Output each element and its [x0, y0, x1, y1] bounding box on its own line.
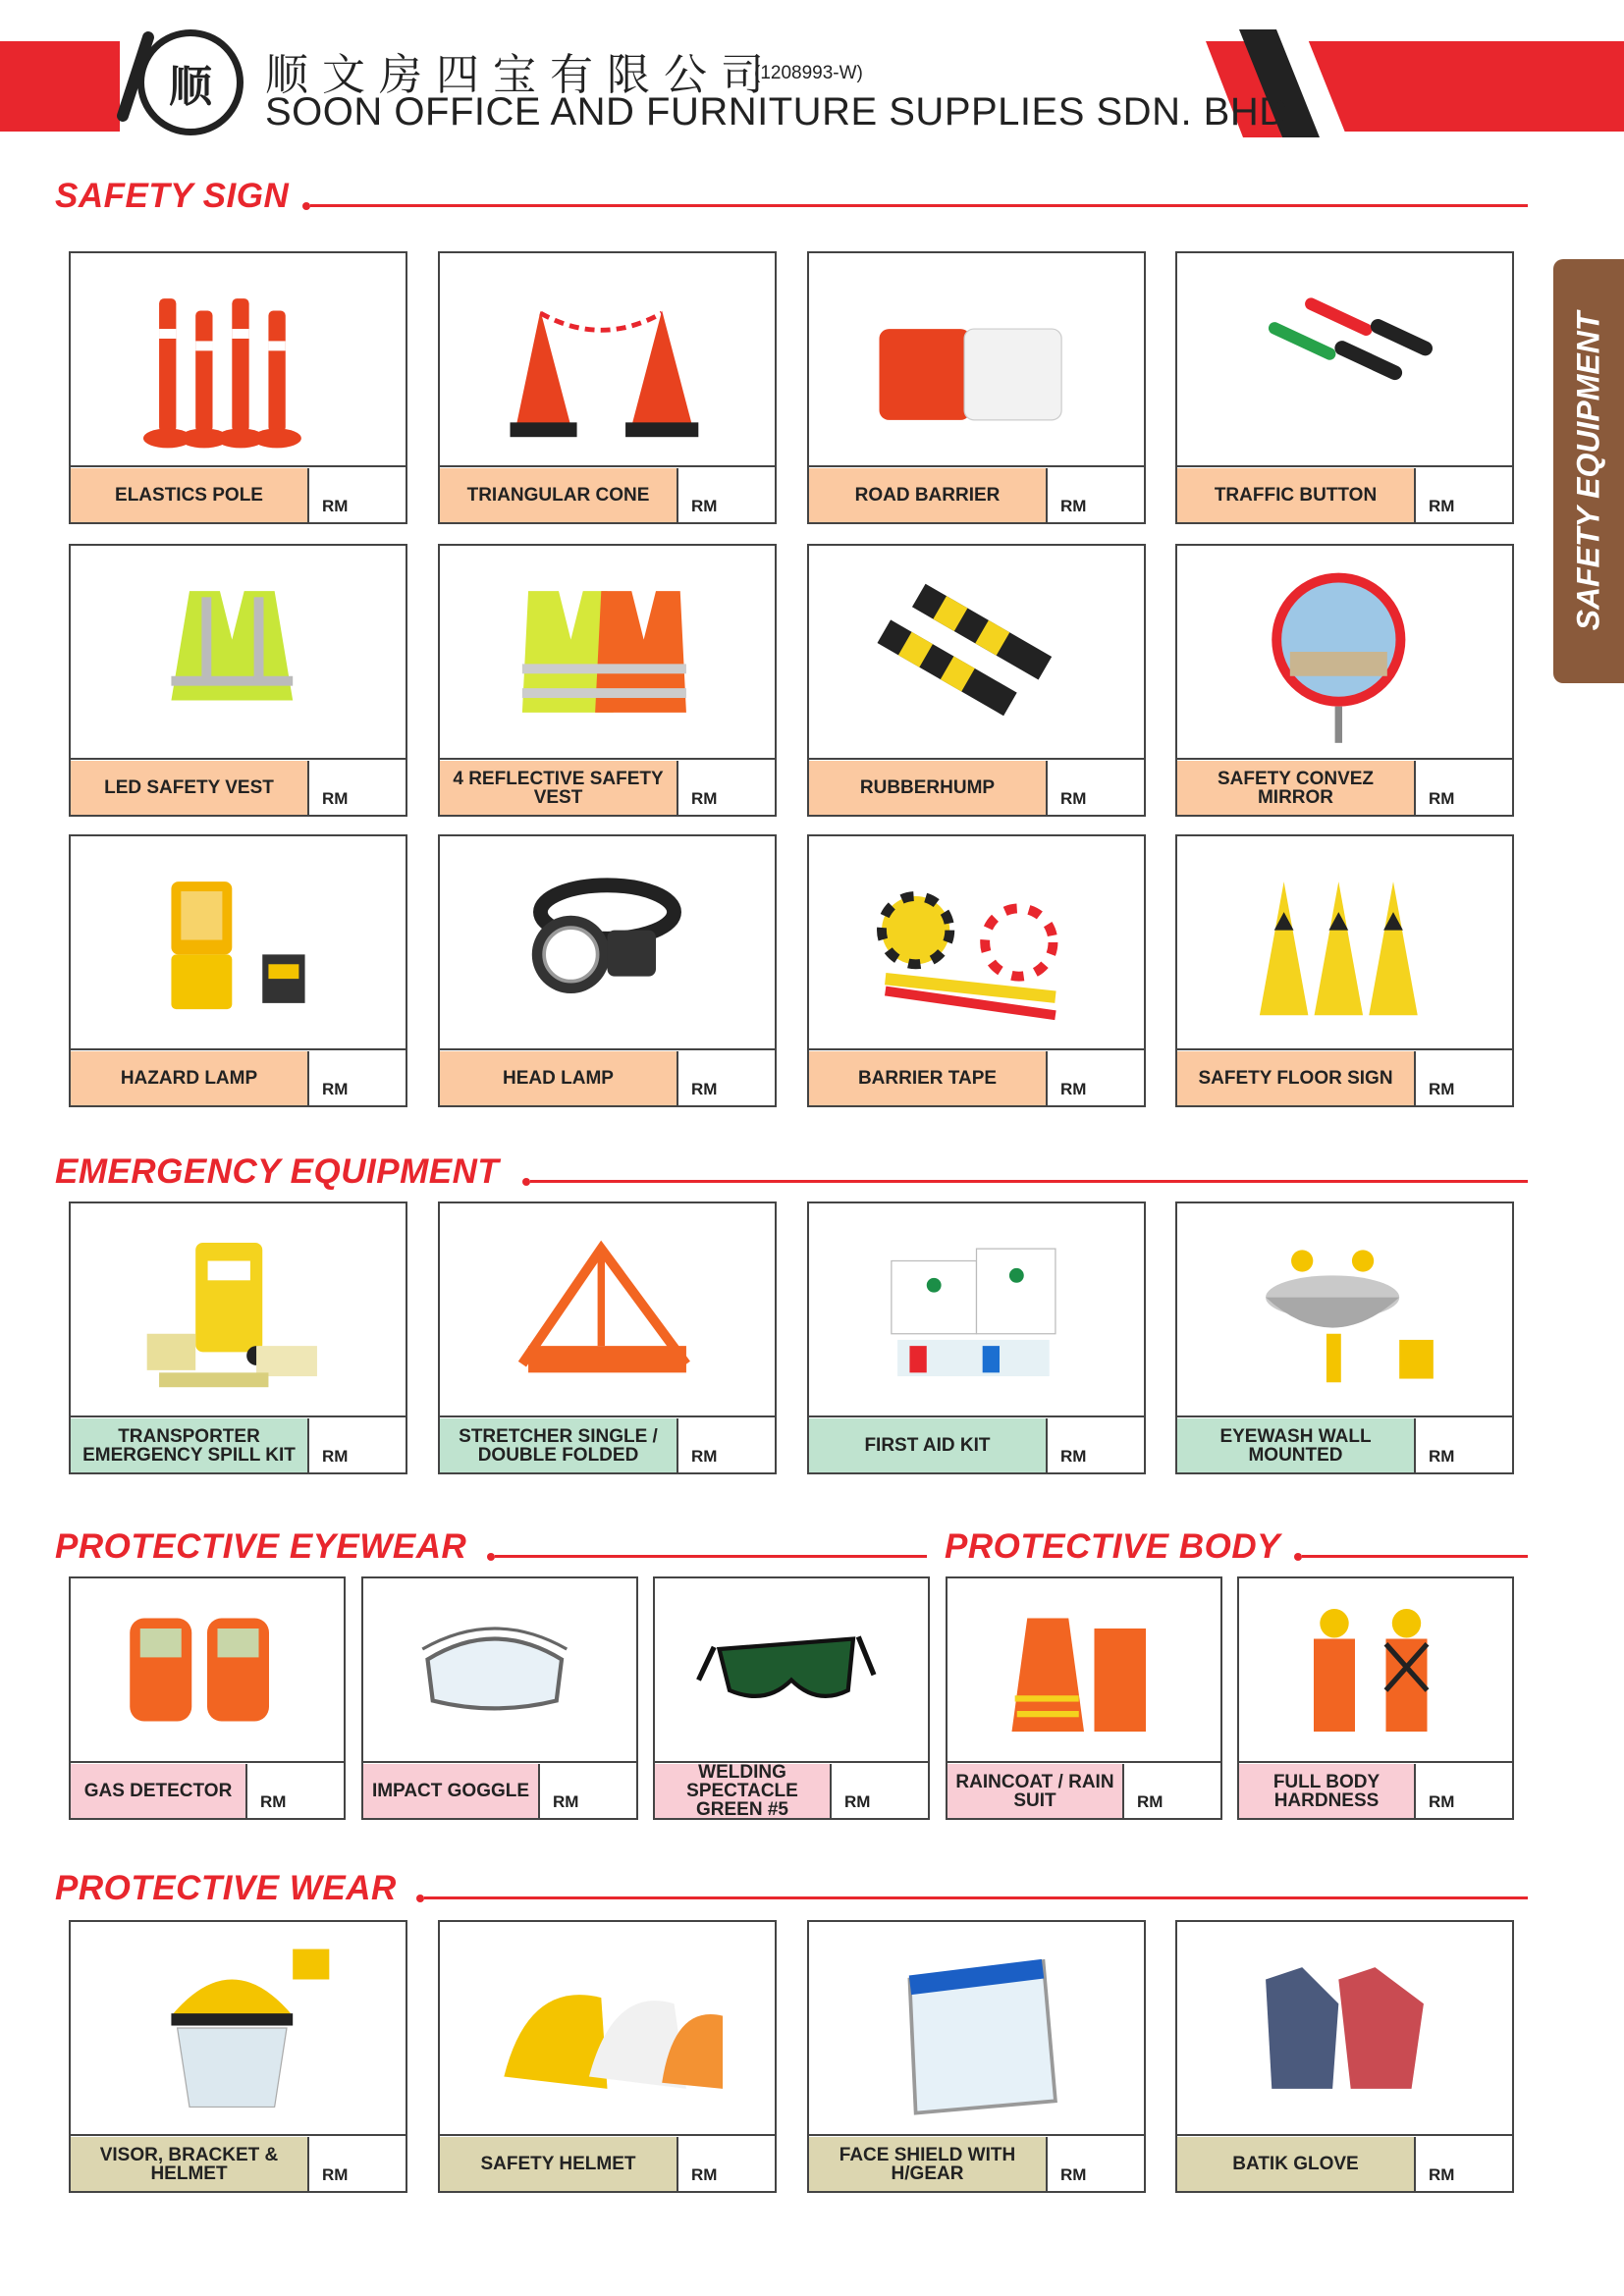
glove-icon: [1177, 1922, 1512, 2136]
spill-kit-icon: [71, 1203, 406, 1417]
price-field: RM: [322, 1080, 349, 1098]
price-field: RM: [1137, 1792, 1164, 1811]
side-tab-label: SAFETY EQUIPMENT: [1570, 311, 1606, 631]
product-card[interactable]: [1175, 834, 1514, 1107]
section-title-emergency-equipment: EMERGENCY EQUIPMENT: [55, 1152, 500, 1191]
product-name: BARRIER TAPE: [809, 1051, 1048, 1105]
product-card[interactable]: [69, 1201, 407, 1474]
section-divider-line: [1302, 1555, 1528, 1558]
led-vest-icon: [71, 546, 406, 760]
price-field: RM: [322, 2165, 349, 2184]
product-card[interactable]: [438, 544, 777, 817]
product-name: STRETCHER SINGLE / DOUBLE FOLDED: [440, 1418, 678, 1472]
gas-detector-icon: [71, 1578, 344, 1763]
product-name: ELASTICS POLE: [71, 468, 309, 522]
section-divider-dot: [1294, 1553, 1302, 1561]
product-name: GAS DETECTOR: [71, 1764, 247, 1818]
product-card[interactable]: [438, 834, 777, 1107]
product-card[interactable]: [807, 1201, 1146, 1474]
company-registration-number: (1208993-W): [754, 63, 863, 83]
product-name: TRIANGULAR CONE: [440, 468, 678, 522]
section-divider-dot: [522, 1178, 530, 1186]
product-card[interactable]: [1175, 251, 1514, 524]
product-card[interactable]: [69, 1576, 346, 1820]
product-name: IMPACT GOGGLE: [363, 1764, 540, 1818]
reflective-vest-icon: [440, 546, 775, 760]
product-name: HAZARD LAMP: [71, 1051, 309, 1105]
product-name: VISOR, BRACKET & HELMET: [71, 2137, 309, 2191]
price-field: RM: [1429, 497, 1455, 515]
product-name: ROAD BARRIER: [809, 468, 1048, 522]
raincoat-icon: [947, 1578, 1220, 1763]
price-field: RM: [1060, 1080, 1087, 1098]
product-card[interactable]: [1175, 1920, 1514, 2193]
first-aid-kit-icon: [809, 1203, 1144, 1417]
section-title-protective-eyewear: PROTECTIVE EYEWEAR: [55, 1527, 467, 1566]
price-field: RM: [260, 1792, 287, 1811]
price-field: RM: [691, 1080, 718, 1098]
section-divider-line: [530, 1180, 1528, 1183]
company-name-english: SOON OFFICE AND FURNITURE SUPPLIES SDN. BHD.: [265, 90, 1300, 133]
goggle-icon: [363, 1578, 636, 1763]
product-name: TRANSPORTER EMERGENCY SPILL KIT: [71, 1418, 309, 1472]
section-divider-dot: [302, 202, 310, 210]
product-name: FULL BODY HARDNESS: [1239, 1764, 1416, 1818]
price-field: RM: [1060, 1447, 1087, 1466]
section-divider-line: [310, 204, 1528, 207]
price-field: RM: [691, 1447, 718, 1466]
convex-mirror-icon: [1177, 546, 1512, 760]
price-field: RM: [1429, 1080, 1455, 1098]
price-field: RM: [691, 497, 718, 515]
product-name: WELDING SPECTACLE GREEN #5: [655, 1764, 832, 1818]
product-name: SAFETY FLOOR SIGN: [1177, 1051, 1416, 1105]
product-card[interactable]: [807, 251, 1146, 524]
product-card[interactable]: [69, 544, 407, 817]
product-name: 4 REFLECTIVE SAFETY VEST: [440, 761, 678, 815]
product-card[interactable]: [1175, 544, 1514, 817]
product-name: RAINCOAT / RAIN SUIT: [947, 1764, 1124, 1818]
visor-helmet-icon: [71, 1922, 406, 2136]
product-card[interactable]: [69, 834, 407, 1107]
price-field: RM: [322, 1447, 349, 1466]
product-name: TRAFFIC BUTTON: [1177, 468, 1416, 522]
product-name: RUBBERHUMP: [809, 761, 1048, 815]
price-field: RM: [1060, 789, 1087, 808]
price-field: RM: [691, 789, 718, 808]
product-card[interactable]: [807, 834, 1146, 1107]
elastic-pole-icon: [71, 253, 406, 467]
price-field: RM: [1429, 789, 1455, 808]
price-field: RM: [322, 497, 349, 515]
speed-hump-icon: [809, 546, 1144, 760]
product-card[interactable]: [69, 251, 407, 524]
product-card[interactable]: [438, 1920, 777, 2193]
eyewash-icon: [1177, 1203, 1512, 1417]
barrier-tape-icon: [809, 836, 1144, 1050]
face-shield-icon: [809, 1922, 1144, 2136]
section-title-protective-wear: PROTECTIVE WEAR: [55, 1869, 397, 1907]
company-name-chinese: 顺文房四宝有限公司: [265, 50, 778, 100]
body-harness-icon: [1239, 1578, 1512, 1763]
product-name: BATIK GLOVE: [1177, 2137, 1416, 2191]
product-card[interactable]: [946, 1576, 1222, 1820]
product-name: FIRST AID KIT: [809, 1418, 1048, 1472]
section-divider-line: [424, 1896, 1528, 1899]
product-name: HEAD LAMP: [440, 1051, 678, 1105]
price-field: RM: [844, 1792, 871, 1811]
product-name: SAFETY CONVEZ MIRROR: [1177, 761, 1416, 815]
price-field: RM: [553, 1792, 579, 1811]
product-name: FACE SHIELD WITH H/GEAR: [809, 2137, 1048, 2191]
section-divider-line: [495, 1555, 927, 1558]
section-title-safety-sign: SAFETY SIGN: [55, 177, 290, 215]
product-card[interactable]: [653, 1576, 930, 1820]
product-card[interactable]: [438, 251, 777, 524]
section-divider-dot: [487, 1553, 495, 1561]
product-name: SAFETY HELMET: [440, 2137, 678, 2191]
traffic-baton-icon: [1177, 253, 1512, 467]
safety-helmet-icon: [440, 1922, 775, 2136]
price-field: RM: [1429, 1792, 1455, 1811]
head-lamp-icon: [440, 836, 775, 1050]
price-field: RM: [1429, 1447, 1455, 1466]
price-field: RM: [322, 789, 349, 808]
price-field: RM: [1429, 2165, 1455, 2184]
floor-sign-icon: [1177, 836, 1512, 1050]
product-name: LED SAFETY VEST: [71, 761, 309, 815]
section-title-protective-body: PROTECTIVE BODY: [945, 1527, 1280, 1566]
section-divider-dot: [416, 1895, 424, 1902]
product-card[interactable]: [807, 544, 1146, 817]
price-field: RM: [1060, 497, 1087, 515]
product-card[interactable]: [807, 1920, 1146, 2193]
product-card[interactable]: [1237, 1576, 1514, 1820]
side-tab-category[interactable]: [1553, 259, 1624, 683]
price-field: RM: [691, 2165, 718, 2184]
product-card[interactable]: [69, 1920, 407, 2193]
product-card[interactable]: [361, 1576, 638, 1820]
traffic-cone-icon: [440, 253, 775, 467]
header-red-bar-left: [0, 41, 120, 132]
welding-glasses-icon: [655, 1578, 928, 1763]
company-logo: 顺: [137, 29, 244, 135]
product-card[interactable]: [1175, 1201, 1514, 1474]
stretcher-icon: [440, 1203, 775, 1417]
product-card[interactable]: [438, 1201, 777, 1474]
hazard-lamp-icon: [71, 836, 406, 1050]
price-field: RM: [1060, 2165, 1087, 2184]
road-barrier-icon: [809, 253, 1144, 467]
product-name: EYEWASH WALL MOUNTED: [1177, 1418, 1416, 1472]
